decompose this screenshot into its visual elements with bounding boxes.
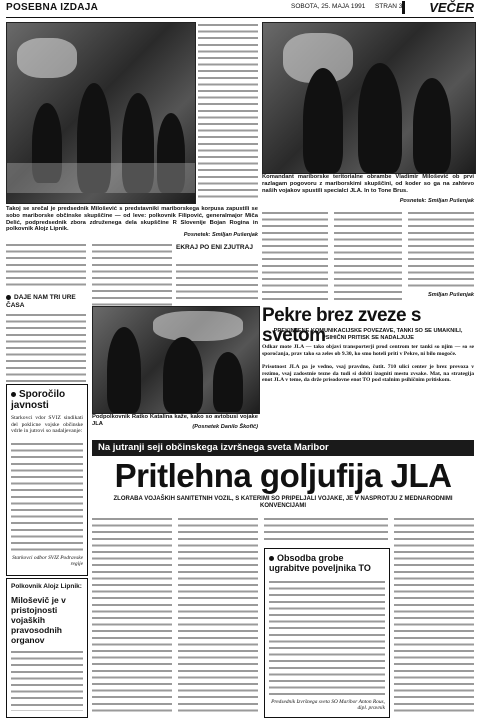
article-text-column [178, 516, 258, 716]
photo-figure [107, 327, 141, 413]
article-text-column [11, 441, 83, 551]
sporocilo-title: Sporočilo javnosti [11, 389, 66, 411]
photo-highlight [153, 311, 243, 341]
photo1-caption: Takoj se srečal je predsednik Milošević s predstavniki mariborskega korpusa zapustili se sobo mariborske občinske skupščine — od leve: polkovnik Filipović, generalmajor Miča Delić, podpredsednik zbora združenega dela skupščine R Slovenije Bojan Rogina in polkovnik Alojz Lipnik. [6, 206, 258, 233]
photo1-credit: Posnetek: Smiljan Pušenjak [183, 232, 258, 238]
article-text-column [334, 210, 402, 302]
article-text-column [264, 516, 388, 544]
section-label: POSEBNA IZDAJA [6, 2, 99, 13]
daje-heading [6, 294, 86, 309]
photo-figure [413, 78, 451, 173]
obsodba-signature: Predsednik Izvršnega sveta SO Maribor Anton Rous, dipl. pravnik [271, 699, 385, 712]
pekre-lead-2: Prisotnost JLA pa je vedno, vsaj pravdno, čutit. 710 ulici center je brez prevoza v rezimo, vsaj zadostnie tezne da tudi si dobiti izogniti mestu zvsake. Mat, na strategija enot JLA v teme, da drže prisodovne enot TO pod stalnim psihičnim pritiskom. [262, 364, 474, 384]
article-text-column [394, 516, 474, 716]
photo2-credit: Posnetek: Smiljan Pušenjak [399, 198, 474, 204]
article-text-column [92, 516, 172, 716]
article-text-column [262, 210, 328, 302]
pekre-headline: Pekre brez zveze s svetom [262, 305, 421, 346]
obsodba-box [264, 548, 390, 718]
date-text: SOBOTA, 25. MAJA 1991 [291, 3, 366, 10]
page-number: STRAN 3 [374, 3, 403, 10]
masthead-divider [402, 1, 405, 14]
photo3-credit: (Posnetek Danilo Škofič) [192, 424, 258, 430]
bullet-icon [11, 392, 16, 397]
issue-date [291, 3, 402, 10]
article-text-column [269, 579, 385, 695]
photo-highlight [17, 38, 77, 78]
obsodba-title: Obsodba grobe ugrabitve poveljnika TO [269, 553, 371, 573]
photo-table [7, 163, 195, 193]
photo2-caption: Komandant mariborske teritorialne obrambe Vladimir Milošević ob prvi razlagam pogovoru z mariborskimi skupščini, od koder so ga na zahtevo naših vojakov spustili specialci JLA. In to Tone Brus. [262, 174, 474, 194]
photo-figure [358, 63, 402, 173]
polkovnik-box [6, 578, 88, 718]
photo-meeting [6, 22, 196, 204]
sporocilo-lead: Starkovci vdor SVIZ sindikati del poklicne vojske občinske vdrle in jutrovi so nadaljevanje: [11, 415, 83, 435]
banner-bar: Na jutranji seji občinskega izvršnega sveta Maribor [92, 440, 474, 456]
daje-title: DAJE NAM TRI URE ČASA [6, 294, 76, 309]
main-headline: Pritlehna goljufija JLA [114, 457, 452, 494]
ekraj-heading: EKRAJ PO ENI ZJUTRAJ [176, 244, 253, 251]
photo-figure [163, 337, 203, 413]
article-text-column [198, 22, 258, 200]
bullet-icon [6, 295, 11, 300]
article-text-column [408, 210, 474, 290]
article-text-column [6, 242, 86, 290]
polkovnik-headline: Miloševič je v pristojnosti vojaških pravosodnih organov [11, 595, 66, 645]
obsodba-heading [269, 553, 385, 573]
photo-figure [303, 68, 343, 173]
article-text-column [176, 262, 258, 302]
pekre-lead-1: Odkar mote JLA — tako objavi transporterji prod centrom ter tanki so njim — so se sporočanja, prav tako sa zeles ob 9.30, ko smo hoteli priti v Pekre, ni bilo mogoče. [262, 344, 474, 357]
polkovnik-name: Polkovnik Alojz Lipnik: [11, 583, 82, 590]
photo3-caption: Podpolkovnik Ratko Katalina kaže, kako so avtobusi vojake JLA [92, 414, 258, 427]
photo-figure [213, 352, 243, 412]
masthead [6, 2, 474, 18]
sporocilo-heading [11, 389, 83, 411]
photo-soldiers [92, 306, 260, 414]
article-text-column [11, 649, 83, 711]
article-text-column [6, 312, 86, 382]
sporocilo-box [6, 384, 88, 576]
newspaper-logo: VEČER [429, 0, 474, 15]
sporocilo-signature: Starkovci odbor SVIZ Podravske regije [12, 555, 83, 568]
byline-right: Smiljan Pušenjak [427, 292, 474, 298]
main-subtitle: ZLORABA VOJAŠKIH SANITETNIH VOZIL, S KATERIMI SO PRIPELJALI VOJAKE, JE V NASPROTJU Z MEDNARODNIMI KONVENCIJAMI [113, 496, 453, 509]
bullet-icon [269, 556, 274, 561]
photo-commander [262, 22, 476, 174]
pekre-subtitle: PREKINJENE KOMUNIKACIJSKE POVEZAVE, TANKI SO SE UMAKNILI, PSIHIČNI PRITISK SE NADALJUJE [273, 328, 463, 341]
